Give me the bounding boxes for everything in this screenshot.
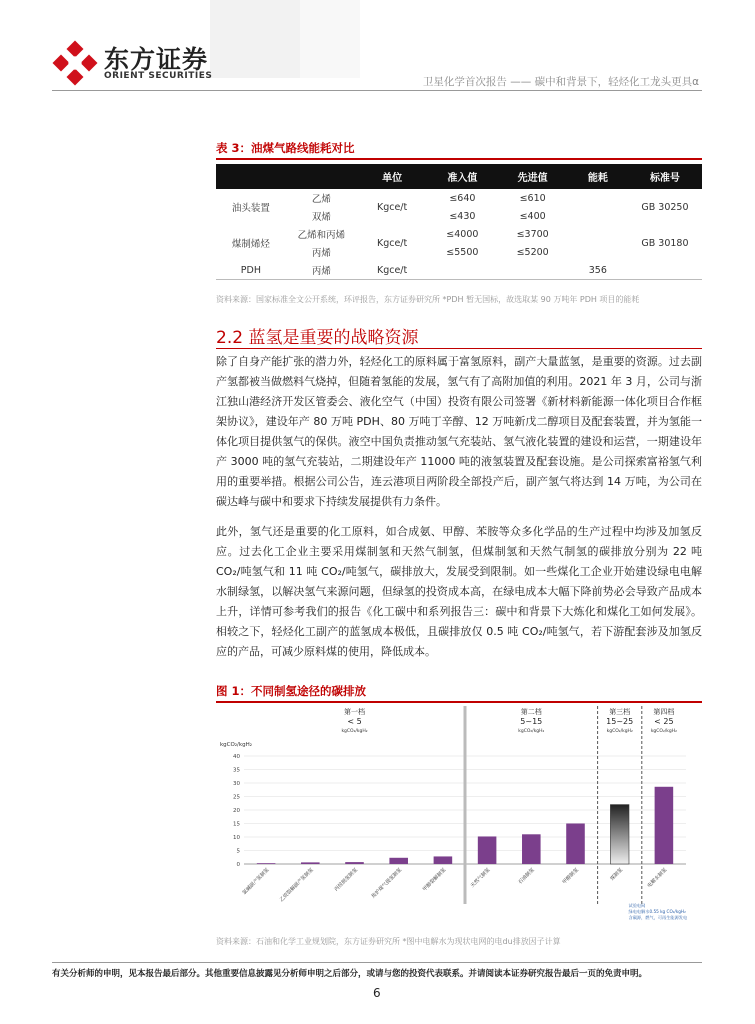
x-tick-label: 甲醇制氢 bbox=[561, 867, 580, 886]
brand-name-en: ORIENT SECURITIES bbox=[104, 71, 213, 81]
body-paragraph: 除了自身产能扩张的潜力外，轻烃化工的原料属于富氢原料，副产大量蓝氢，是重要的资源。过去副产氢都被当做燃料气烧掉，但随着氢能的发展，氢气有了高附加值的利用。2021 年 3 月，公司与浙江独山港经济开发区管委会、液化空气（中国）投资有限公司签署《新材料新能源一体化项目合作框架协议》，建设年产 80 万吨 PDH、80 万吨丁辛醇、12 万吨新戊二醇项目及配套装置，并为氢能一体化项目提供氢气的保供。液空中国负责推动氢气充装站、氢气液化装置的建设和运营，一期建设年产 3000 吨的氢气充装站，二期建设年产 11000 吨的液氢装置及配套设施。是公司探索富裕氢气利用的重要举措。根据公司公告，连云港项目两阶段全部投产后，副产氢气将达到 14 万吨，为公司在碳达峰与碳中和要求下持续发展提供有力条件。 bbox=[216, 355, 702, 508]
table-cell-standard: GB 30250 bbox=[641, 201, 689, 213]
table-cell-unit: Kgce/t bbox=[376, 201, 408, 213]
table-cell-unit: Kgce/t bbox=[376, 237, 408, 249]
table-cell-entry: ≤5500 bbox=[446, 246, 479, 258]
x-tick-label: 煤制氢 bbox=[609, 867, 625, 883]
table-cell-route: 油头装置 bbox=[231, 203, 270, 214]
table-row bbox=[216, 189, 702, 207]
table-cell-energy bbox=[568, 225, 628, 243]
brand-name-cn: 东方证券 bbox=[104, 45, 209, 74]
tier-title: 第一档 bbox=[344, 708, 365, 716]
carbon-emission-chart bbox=[216, 704, 702, 932]
footer-divider bbox=[52, 962, 702, 963]
table-cell-product: 乙烯 bbox=[311, 194, 331, 205]
y-tick-label: 35 bbox=[233, 767, 240, 774]
x-tick-label: 甲醇裂解制氢 bbox=[421, 867, 448, 893]
table-caption-rule bbox=[216, 158, 702, 160]
tier-range: 15~25 bbox=[606, 717, 634, 726]
energy-table bbox=[216, 164, 702, 280]
table-caption: 表 3：油煤气路线能耗对比 bbox=[216, 141, 355, 155]
body-paragraph: 此外，氢气还是重要的化工原料，如合成氨、甲醇、苯胺等众多化学品的生产过程中均涉及加氢反应。过去化工企业主要采用煤制氢和天然气制氢，但煤制氢和天然气制氢的碳排放分别为 22 吨 CO₂/吨氢气和 11 吨 CO₂/吨氢气，碳排放大，发展受到限制。如一些煤化工企业开始建设绿电电解水制绿氢，以解决氢气来源问题，但绿氢的投资成本高，在绿电成本大幅下降前势必会导致产品成本上升，详情可参考我们的报告《化工碳中和系列报告三：碳中和背景下大炼化和煤化工如何发展》。相较之下，轻烃化工副产的蓝氢成本极低，且碳排放仅 0.5 吨 CO₂/吨氢气，若下游配套涉及加氢反应的产品，可减少原料煤的使用，降低成本。 bbox=[216, 525, 702, 658]
orient-logo-icon bbox=[52, 40, 98, 86]
table-cell-product: 乙烯和丙烯 bbox=[297, 230, 346, 241]
table-cell-product: 丙烯 bbox=[286, 261, 357, 280]
table-row bbox=[216, 225, 702, 243]
tier-unit: kgCO₂/kgH₂ bbox=[650, 729, 677, 734]
y-tick-label: 5 bbox=[236, 848, 240, 855]
tier-range: < 5 bbox=[347, 717, 362, 726]
table-header-cell: 准入值 bbox=[427, 164, 497, 189]
header-divider bbox=[52, 90, 702, 91]
table-cell-advanced: ≤610 bbox=[519, 192, 546, 204]
table-cell-product: 双烯 bbox=[311, 212, 331, 223]
table-cell-product: 丙烯 bbox=[311, 248, 331, 259]
table-cell-standard: GB 30180 bbox=[641, 237, 689, 249]
figure-source-note: 资料来源：石油和化学工业规划院，东方证券研究所 *图中电解水为现状电网的电du排放因子计算 bbox=[216, 937, 561, 946]
table-cell-energy bbox=[568, 243, 628, 261]
bar bbox=[345, 862, 364, 864]
y-tick-label: 15 bbox=[233, 821, 240, 828]
table-cell-entry bbox=[427, 261, 497, 280]
legend-note-line: 试验电网 bbox=[628, 903, 646, 908]
table-header-cell: 能耗 bbox=[568, 164, 628, 189]
bar bbox=[389, 858, 408, 864]
tier-title: 第三档 bbox=[609, 708, 631, 716]
table-cell-advanced: ≤400 bbox=[519, 210, 546, 222]
x-tick-label: 天然气制氢 bbox=[469, 867, 492, 890]
x-tick-label: 氯碱副产氢制氢 bbox=[241, 867, 271, 897]
table-header-cell: 单位 bbox=[357, 164, 427, 189]
table-cell-standard bbox=[628, 261, 702, 280]
y-tick-label: 30 bbox=[233, 781, 240, 787]
bar bbox=[301, 862, 320, 864]
table-cell-advanced: ≤3700 bbox=[516, 228, 549, 240]
tier-unit: kgCO₂/kgH₂ bbox=[518, 729, 545, 734]
table-cell-entry: ≤430 bbox=[449, 210, 476, 222]
tier-title: 第二档 bbox=[520, 708, 542, 716]
y-tick-label: 25 bbox=[233, 794, 240, 801]
legend-note-line: 绿电电解水0.55 kg CO₂/kgH₂ bbox=[628, 909, 686, 914]
bar bbox=[566, 824, 585, 865]
report-title: 卫星化学首次报告 —— 碳中和背景下，轻烃化工龙头更具α bbox=[422, 76, 699, 88]
section-heading-rule bbox=[216, 348, 702, 349]
table-cell-advanced bbox=[498, 261, 568, 280]
tier-range: 5~15 bbox=[520, 717, 543, 726]
table-cell-route: 煤制烯烃 bbox=[231, 239, 270, 250]
bar bbox=[655, 787, 674, 864]
y-tick-label: 10 bbox=[233, 835, 240, 841]
bar bbox=[522, 834, 541, 864]
x-tick-label: 电解水制氢 bbox=[646, 867, 669, 890]
table-source-note: 资料来源：国家标准全文公开系统，环评报告，东方证券研究所 *PDH 暂无国标，故选取某 90 万吨年 PDH 项目的能耗 bbox=[216, 295, 640, 304]
table-cell-energy: 356 bbox=[568, 261, 628, 280]
table-header-cell: 标准号 bbox=[628, 164, 702, 189]
bar bbox=[434, 856, 453, 864]
y-tick-label: 20 bbox=[233, 808, 240, 814]
x-tick-label: 丙烷脱氢制氢 bbox=[333, 867, 359, 893]
footer-disclaimer: 有关分析师的申明，见本报告最后部分。其他重要信息披露见分析师申明之后部分，或请与您的投资代表联系。并请阅读本证券研究报告最后一页的免责申明。 bbox=[52, 969, 648, 979]
table-header-cell: 先进值 bbox=[498, 164, 568, 189]
table-header-row bbox=[216, 164, 702, 189]
page-number: 6 bbox=[373, 986, 381, 1000]
table-cell-route: PDH bbox=[216, 261, 286, 280]
bar bbox=[478, 836, 497, 864]
tier-title: 第四档 bbox=[653, 708, 675, 716]
x-tick-label: 乙烷裂解副产氢制氢 bbox=[278, 867, 315, 904]
table-cell-energy bbox=[568, 207, 628, 225]
table-cell-energy bbox=[568, 189, 628, 207]
tier-unit: kgCO₂/kgH₂ bbox=[341, 729, 368, 734]
header-decoration bbox=[300, 0, 360, 78]
table-header-cell bbox=[286, 164, 357, 189]
x-tick-label: 石油制氢 bbox=[517, 867, 536, 886]
y-tick-label: 40 bbox=[233, 754, 240, 760]
tier-unit: kgCO₂/kgH₂ bbox=[606, 729, 633, 734]
table-cell-unit: Kgce/t bbox=[357, 261, 427, 280]
bar bbox=[610, 805, 629, 864]
table-header-cell bbox=[216, 164, 286, 189]
figure-caption: 图 1：不同制氢途径的碳排放 bbox=[216, 684, 367, 698]
header-decoration bbox=[210, 0, 300, 78]
legend-note-line: 含碳源，燃气，可再生能源发电 bbox=[628, 915, 688, 920]
section-heading: 2.2 蓝氢是重要的战略资源 bbox=[216, 328, 419, 348]
x-tick-label: 焦炉煤气提氢制氢 bbox=[370, 867, 404, 900]
table-row bbox=[216, 261, 702, 280]
figure-caption-rule bbox=[216, 701, 702, 703]
table-cell-entry: ≤4000 bbox=[446, 228, 479, 240]
y-axis-label: kgCO₂/kgH₂ bbox=[220, 742, 252, 748]
table-cell-advanced: ≤5200 bbox=[516, 246, 549, 258]
table-cell-entry: ≤640 bbox=[449, 192, 476, 204]
tier-range: < 25 bbox=[654, 717, 674, 726]
y-tick-label: 0 bbox=[236, 862, 240, 868]
bar bbox=[257, 863, 276, 864]
